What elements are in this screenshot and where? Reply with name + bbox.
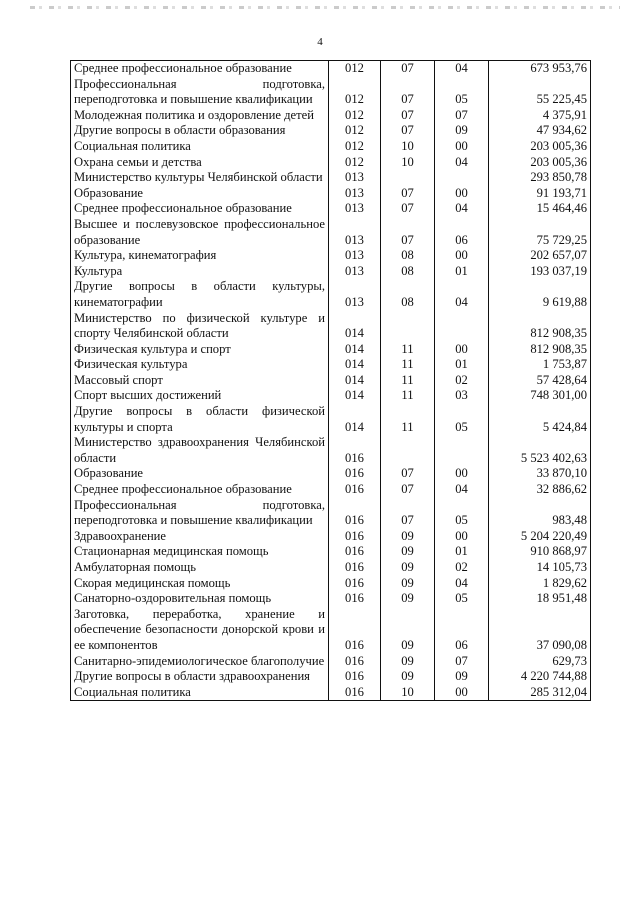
subsection-code: 04 [435, 201, 489, 217]
row-name: Массовый спорт [71, 373, 329, 389]
row-name: Министерство культуры Челябинской области [71, 170, 329, 186]
row-name: Культура [71, 264, 329, 280]
table-row [71, 607, 591, 654]
row-name: Министерство по физической культуре и спорту Челябинской области [71, 311, 329, 342]
table-row [71, 388, 591, 404]
subsection-code: 03 [435, 388, 489, 404]
table-row [71, 529, 591, 545]
row-name: Образование [71, 466, 329, 482]
row-name: Среднее профессиональное образование [71, 61, 329, 77]
subsection-code: 07 [435, 108, 489, 124]
table-row [71, 373, 591, 389]
ministry-code: 014 [329, 342, 381, 358]
section-code: 07 [381, 61, 435, 77]
amount: 91 193,71 [489, 186, 591, 202]
subsection-code: 05 [435, 77, 489, 108]
subsection-code: 05 [435, 404, 489, 435]
row-name: Санитарно-эпидемиологическое благополучие [71, 654, 329, 670]
subsection-code: 09 [435, 123, 489, 139]
budget-table-body [71, 61, 591, 701]
page-number: 4 [317, 36, 323, 48]
table-row [71, 576, 591, 592]
subsection-code: 02 [435, 560, 489, 576]
section-code: 07 [381, 186, 435, 202]
row-name: Другие вопросы в области образования [71, 123, 329, 139]
ministry-code: 012 [329, 108, 381, 124]
row-name: Санаторно-оздоровительная помощь [71, 591, 329, 607]
table-row [71, 435, 591, 466]
row-name: Физическая культура [71, 357, 329, 373]
subsection-code: 01 [435, 357, 489, 373]
section-code: 11 [381, 404, 435, 435]
section-code [381, 170, 435, 186]
section-code: 07 [381, 482, 435, 498]
row-name: Молодежная политика и оздоровление детей [71, 108, 329, 124]
ministry-code: 012 [329, 155, 381, 171]
table-row [71, 108, 591, 124]
table-row [71, 186, 591, 202]
row-name: Амбулаторная помощь [71, 560, 329, 576]
ministry-code: 014 [329, 357, 381, 373]
amount: 32 886,62 [489, 482, 591, 498]
table-row [71, 669, 591, 685]
section-code: 10 [381, 139, 435, 155]
subsection-code: 04 [435, 482, 489, 498]
section-code: 10 [381, 155, 435, 171]
table-row [71, 61, 591, 77]
section-code: 09 [381, 576, 435, 592]
row-name: Культура, кинематография [71, 248, 329, 264]
amount: 4 220 744,88 [489, 669, 591, 685]
table-row [71, 155, 591, 171]
amount: 9 619,88 [489, 279, 591, 310]
table-row [71, 217, 591, 248]
table-row [71, 342, 591, 358]
row-name: Другие вопросы в области здравоохранения [71, 669, 329, 685]
subsection-code: 00 [435, 186, 489, 202]
amount: 47 934,62 [489, 123, 591, 139]
ministry-code: 014 [329, 311, 381, 342]
section-code: 10 [381, 685, 435, 701]
ministry-code: 013 [329, 279, 381, 310]
ministry-code: 012 [329, 77, 381, 108]
amount: 5 204 220,49 [489, 529, 591, 545]
amount: 33 870,10 [489, 466, 591, 482]
section-code: 08 [381, 264, 435, 280]
subsection-code: 02 [435, 373, 489, 389]
table-row [71, 123, 591, 139]
budget-table [70, 60, 591, 701]
ministry-code: 013 [329, 248, 381, 264]
amount: 1 753,87 [489, 357, 591, 373]
amount: 203 005,36 [489, 155, 591, 171]
subsection-code: 01 [435, 544, 489, 560]
ministry-code: 016 [329, 576, 381, 592]
ministry-code: 014 [329, 404, 381, 435]
ministry-code: 016 [329, 435, 381, 466]
row-name: Здравоохранение [71, 529, 329, 545]
subsection-code [435, 170, 489, 186]
row-name: Другие вопросы в области культуры, кинематографии [71, 279, 329, 310]
section-code: 11 [381, 373, 435, 389]
subsection-code: 05 [435, 498, 489, 529]
ministry-code: 016 [329, 591, 381, 607]
ministry-code: 016 [329, 607, 381, 654]
subsection-code: 09 [435, 669, 489, 685]
table-row [71, 279, 591, 310]
ministry-code: 016 [329, 498, 381, 529]
section-code: 07 [381, 77, 435, 108]
section-code: 09 [381, 591, 435, 607]
row-name: Профессиональная подготовка, переподготовка и повышение квалификации [71, 498, 329, 529]
table-row [71, 311, 591, 342]
amount: 57 428,64 [489, 373, 591, 389]
table-row [71, 77, 591, 108]
subsection-code: 04 [435, 155, 489, 171]
section-code: 08 [381, 248, 435, 264]
table-row [71, 466, 591, 482]
subsection-code [435, 435, 489, 466]
section-code: 07 [381, 217, 435, 248]
section-code: 11 [381, 342, 435, 358]
row-name: Профессиональная подготовка, переподготовка и повышение квалификации [71, 77, 329, 108]
subsection-code: 00 [435, 248, 489, 264]
row-name: Среднее профессиональное образование [71, 482, 329, 498]
ministry-code: 012 [329, 61, 381, 77]
amount: 673 953,76 [489, 61, 591, 77]
ministry-code: 014 [329, 388, 381, 404]
amount: 203 005,36 [489, 139, 591, 155]
table-row [71, 498, 591, 529]
ministry-code: 016 [329, 669, 381, 685]
table-row [71, 654, 591, 670]
subsection-code: 00 [435, 529, 489, 545]
section-code: 11 [381, 357, 435, 373]
section-code: 09 [381, 607, 435, 654]
amount: 55 225,45 [489, 77, 591, 108]
amount: 193 037,19 [489, 264, 591, 280]
amount: 910 868,97 [489, 544, 591, 560]
table-row [71, 560, 591, 576]
row-name: Другие вопросы в области физической культуры и спорта [71, 404, 329, 435]
row-name: Социальная политика [71, 139, 329, 155]
amount: 15 464,46 [489, 201, 591, 217]
table-row [71, 685, 591, 701]
amount: 1 829,62 [489, 576, 591, 592]
ministry-code: 016 [329, 529, 381, 545]
table-row [71, 482, 591, 498]
amount: 629,73 [489, 654, 591, 670]
amount: 293 850,78 [489, 170, 591, 186]
section-code: 07 [381, 466, 435, 482]
table-row [71, 248, 591, 264]
table-row [71, 591, 591, 607]
amount: 202 657,07 [489, 248, 591, 264]
amount: 5 424,84 [489, 404, 591, 435]
table-row [71, 264, 591, 280]
table-row [71, 139, 591, 155]
subsection-code: 00 [435, 342, 489, 358]
ministry-code: 016 [329, 544, 381, 560]
section-code: 07 [381, 123, 435, 139]
amount: 75 729,25 [489, 217, 591, 248]
section-code: 09 [381, 669, 435, 685]
amount: 18 951,48 [489, 591, 591, 607]
ministry-code: 013 [329, 217, 381, 248]
row-name: Министерство здравоохранения Челябинской области [71, 435, 329, 466]
subsection-code: 01 [435, 264, 489, 280]
ministry-code: 013 [329, 201, 381, 217]
row-name: Социальная политика [71, 685, 329, 701]
ministry-code: 016 [329, 560, 381, 576]
section-code: 09 [381, 654, 435, 670]
table-row [71, 201, 591, 217]
section-code: 09 [381, 544, 435, 560]
ministry-code: 012 [329, 139, 381, 155]
row-name: Высшее и послевузовское профессиональное образование [71, 217, 329, 248]
row-name: Образование [71, 186, 329, 202]
subsection-code: 05 [435, 591, 489, 607]
section-code: 09 [381, 529, 435, 545]
subsection-code: 06 [435, 217, 489, 248]
amount: 285 312,04 [489, 685, 591, 701]
table-row [71, 170, 591, 186]
subsection-code: 00 [435, 466, 489, 482]
subsection-code: 06 [435, 607, 489, 654]
amount: 4 375,91 [489, 108, 591, 124]
row-name: Скорая медицинская помощь [71, 576, 329, 592]
ministry-code: 012 [329, 123, 381, 139]
amount: 748 301,00 [489, 388, 591, 404]
table-row [71, 404, 591, 435]
ministry-code: 016 [329, 482, 381, 498]
ministry-code: 016 [329, 466, 381, 482]
ministry-code: 013 [329, 264, 381, 280]
ministry-code: 016 [329, 685, 381, 701]
ministry-code: 013 [329, 186, 381, 202]
row-name: Среднее профессиональное образование [71, 201, 329, 217]
section-code [381, 435, 435, 466]
subsection-code [435, 311, 489, 342]
row-name: Стационарная медицинская помощь [71, 544, 329, 560]
scan-artifact [30, 6, 620, 9]
row-name: Охрана семьи и детства [71, 155, 329, 171]
amount: 812 908,35 [489, 342, 591, 358]
amount: 983,48 [489, 498, 591, 529]
section-code: 07 [381, 108, 435, 124]
section-code: 07 [381, 498, 435, 529]
subsection-code: 00 [435, 139, 489, 155]
subsection-code: 04 [435, 279, 489, 310]
ministry-code: 014 [329, 373, 381, 389]
subsection-code: 04 [435, 61, 489, 77]
row-name: Заготовка, переработка, хранение и обеспечение безопасности донорской крови и ее компонентов [71, 607, 329, 654]
subsection-code: 07 [435, 654, 489, 670]
row-name: Физическая культура и спорт [71, 342, 329, 358]
section-code: 08 [381, 279, 435, 310]
amount: 14 105,73 [489, 560, 591, 576]
table-row [71, 544, 591, 560]
amount: 37 090,08 [489, 607, 591, 654]
section-code: 09 [381, 560, 435, 576]
amount: 5 523 402,63 [489, 435, 591, 466]
ministry-code: 016 [329, 654, 381, 670]
subsection-code: 00 [435, 685, 489, 701]
subsection-code: 04 [435, 576, 489, 592]
amount: 812 908,35 [489, 311, 591, 342]
section-code [381, 311, 435, 342]
section-code: 11 [381, 388, 435, 404]
row-name: Спорт высших достижений [71, 388, 329, 404]
table-row [71, 357, 591, 373]
section-code: 07 [381, 201, 435, 217]
ministry-code: 013 [329, 170, 381, 186]
